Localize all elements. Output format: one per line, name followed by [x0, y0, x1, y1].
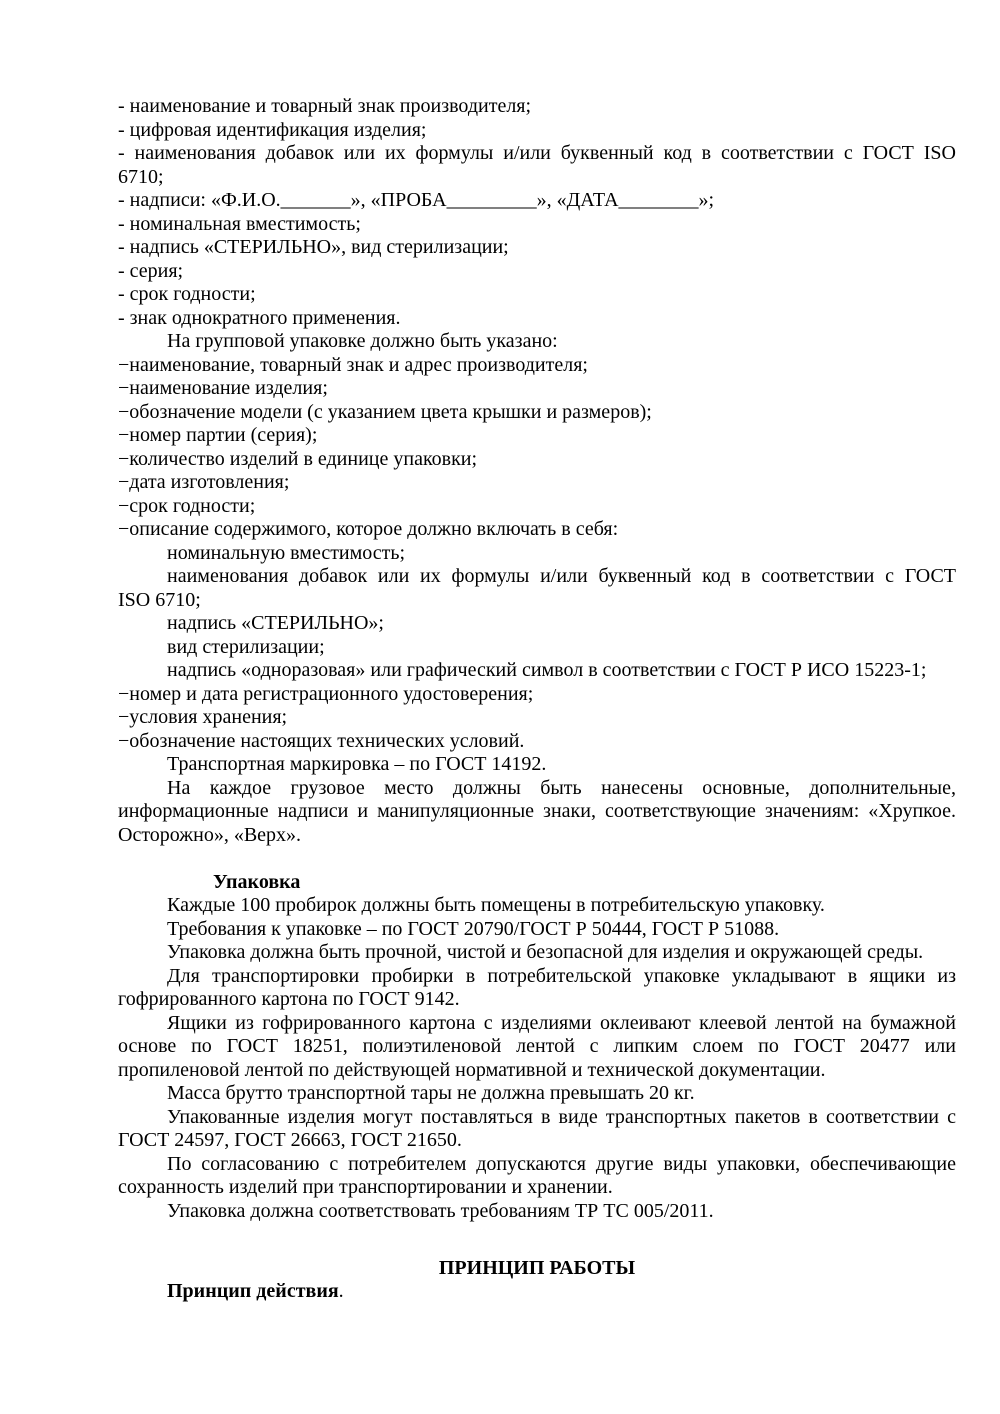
text-line: - наименование и товарный знак производителя; [118, 95, 532, 117]
heading-upakovka: Упаковка [213, 870, 301, 893]
text-line: −срок годности; [118, 494, 256, 517]
text-line: надпись «одноразовая» или графический символ в соответствии с ГОСТ Р ИСО 15223-1; [167, 659, 927, 681]
text-line: −наименование, товарный знак и адрес производителя; [118, 353, 588, 376]
text-line: Требования к упаковке – по ГОСТ 20790/ГОСТ Р 50444, ГОСТ Р 51088. [167, 917, 780, 940]
text-line: −обозначение модели (с указанием цвета крышки и размеров); [118, 400, 652, 423]
text-line: - надписи: «Ф.И.О._______», «ПРОБА_________», «ДАТА________»; [118, 189, 715, 211]
text-line: сохранность изделий при транспортировании и хранении. [118, 1176, 613, 1198]
text-line: пропиленовой лентой по действующей нормативной и технической документации. [118, 1058, 826, 1081]
text-line: - срок годности; [118, 283, 256, 305]
text-line: - цифровая идентификация изделия; [118, 118, 427, 141]
text-line: - надпись «СТЕРИЛЬНО», вид стерилизации; [118, 236, 509, 258]
text-line: - номинальная вместимость; [118, 212, 361, 235]
text-line: - наименования добавок или их формулы и/или буквенный код в соответствии с ГОСТ ISO [118, 142, 956, 164]
text-line: −описание содержимого, которое должно включать в себя: [118, 518, 619, 540]
text-line: 6710; [118, 165, 164, 188]
text-line: основе по ГОСТ 18251, полиэтиленовой лентой с липким слоем по ГОСТ 20477 или [118, 1035, 956, 1057]
text-line: Осторожно», «Верх». [118, 823, 302, 846]
document-content [118, 95, 956, 1304]
blank-line [118, 1223, 956, 1247]
text-line: информационные надписи и манипуляционные знаки, соответствующие значениям: «Хрупкое. [118, 800, 956, 822]
heading-princip-raboty: ПРИНЦИП РАБОТЫ [438, 1256, 636, 1279]
text-line: −условия хранения; [118, 706, 288, 728]
text-line: −номер и дата регистрационного удостоверения; [118, 682, 534, 705]
text-line: −обозначение настоящих технических условий. [118, 729, 525, 752]
text-line: Транспортная маркировка – по ГОСТ 14192. [167, 753, 547, 775]
text-line: На каждое грузовое место должны быть нанесены основные, дополнительные, [167, 776, 956, 799]
text-line: Каждые 100 пробирок должны быть помещены в потребительскую упаковку. [167, 894, 825, 916]
text-line: −наименование изделия; [118, 377, 328, 399]
text-line: надпись «СТЕРИЛЬНО»; [167, 612, 384, 634]
text-line: Ящики из гофрированного картона с изделиями оклеивают клеевой лентой на бумажной [167, 1011, 956, 1034]
text-line: - серия; [118, 259, 184, 282]
text-line: По согласованию с потребителем допускаются другие виды упаковки, обеспечивающие [167, 1152, 956, 1175]
text-line: - знак однократного применения. [118, 306, 401, 329]
text-line: номинальную вместимость; [167, 541, 406, 564]
subheading-princip-dejstviya [118, 1280, 956, 1304]
text-line: Упаковка должна быть прочной, чистой и безопасной для изделия и окружающей среды. [167, 941, 924, 963]
text-line: ГОСТ 24597, ГОСТ 26663, ГОСТ 21650. [118, 1129, 462, 1151]
text-run: . [338, 1280, 344, 1302]
text-line: −дата изготовления; [118, 471, 290, 493]
text-line: −номер партии (серия); [118, 424, 318, 446]
text-line: Упаковка должна соответствовать требованиям ТР ТС 005/2011. [167, 1199, 714, 1222]
text-line: Масса брутто транспортной тары не должна превышать 20 кг. [167, 1082, 695, 1104]
bold-run: Принцип действия [167, 1280, 339, 1302]
text-line: ISO 6710; [118, 588, 201, 611]
text-line: −количество изделий в единице упаковки; [118, 447, 478, 470]
text-line: наименования добавок или их формулы и/или буквенный код в соответствии с ГОСТ [167, 565, 956, 587]
text-line: На групповой упаковке должно быть указано: [167, 330, 558, 352]
text-line: Для транспортировки пробирки в потребительской упаковке укладывают в ящики из [167, 964, 956, 987]
blank-line [118, 847, 956, 871]
text-line: Упакованные изделия могут поставляться в виде транспортных пакетов в соответствии с [167, 1105, 956, 1128]
text-line: вид стерилизации; [167, 635, 325, 658]
text-line: гофрированного картона по ГОСТ 9142. [118, 988, 460, 1010]
